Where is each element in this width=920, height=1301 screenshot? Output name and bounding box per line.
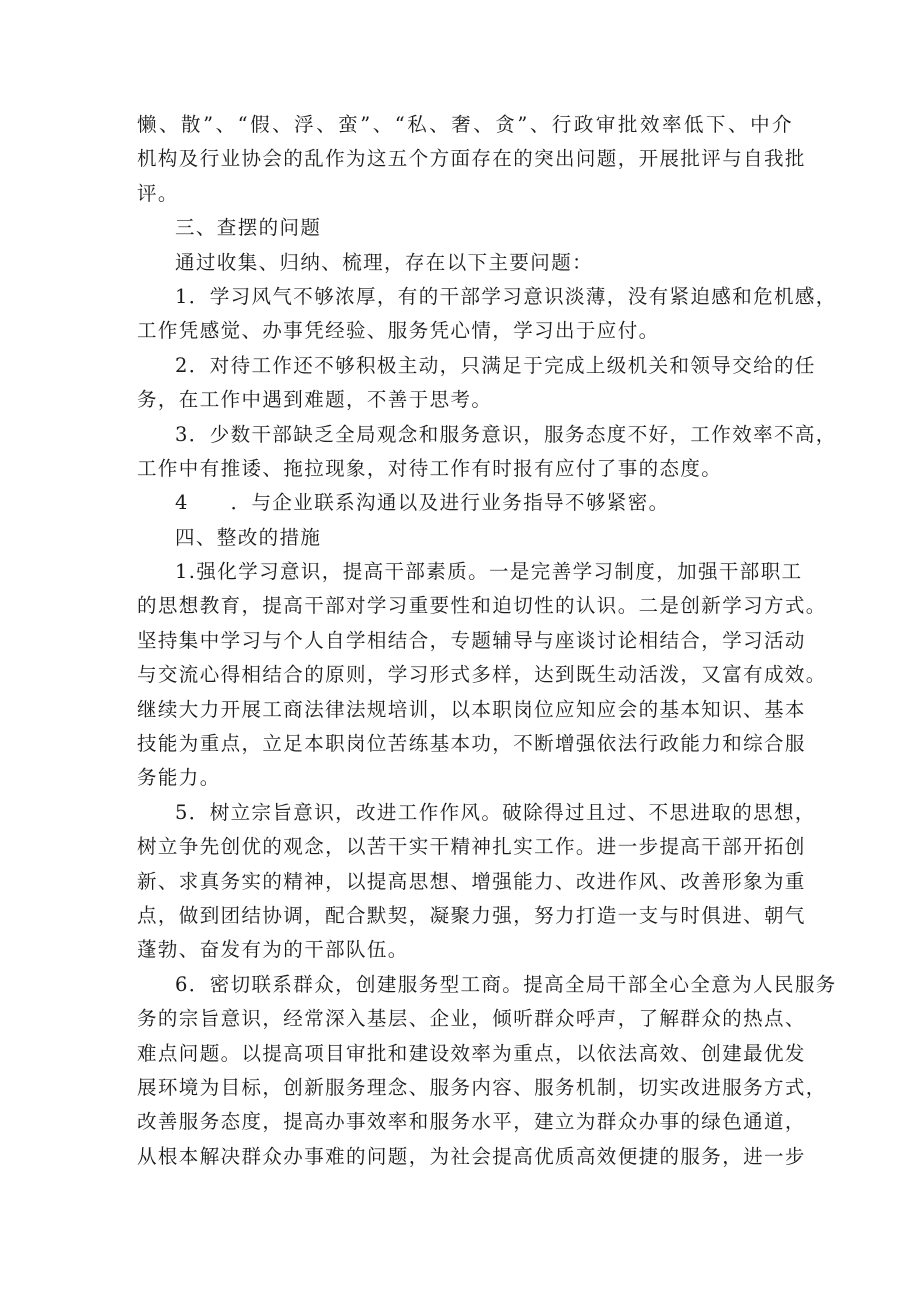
- text-line: 的思想教育，提高干部对学习重要性和迫切性的认识。二是创新学习方式。: [137, 594, 827, 618]
- section-heading: 四、整改的措施: [175, 525, 322, 549]
- text-line: 机构及行业协会的乱作为这五个方面存在的突出问题，开展批评与自我批: [137, 147, 806, 171]
- text-line: 从根本解决群众办事难的问题，为社会提高优质高效便捷的服务，进一步: [137, 1144, 806, 1168]
- list-item-line: 5．树立宗旨意识，改进工作作风。破除得过且过、不思进取的思想，: [175, 800, 816, 824]
- document-body: [137, 108, 837, 1174]
- text-line: 点，做到团结协调，配合默契，凝聚力强，努力打造一支与时俱进、朝气: [137, 903, 806, 927]
- list-item-line: 2．对待工作还不够积极主动，只满足于完成上级机关和领导交给的任: [175, 353, 816, 377]
- text-line: 树立争先创优的观念，以苦干实干精神扎实工作。进一步提高干部开拓创: [137, 835, 806, 859]
- text-line: 技能为重点，立足本职岗位苦练基本功，不断增强依法行政能力和综合服: [137, 732, 806, 756]
- text-line: 继续大力开展工商法律法规培训，以本职岗位应知应会的基本知识、基本: [137, 697, 806, 721]
- text-line: 蓬勃、奋发有为的干部队伍。: [137, 938, 409, 962]
- text-line: 工作中有推诿、拖拉现象，对待工作有时报有应付了事的态度。: [137, 456, 723, 480]
- text-line: 与交流心得相结合的原则，学习形式多样，达到既生动活泼，又富有成效。: [137, 663, 827, 687]
- text-line: 务的宗旨意识，经常深入基层、企业，倾听群众呼声，了解群众的热点、: [137, 1007, 806, 1031]
- section-heading: 三、查摆的问题: [175, 216, 322, 240]
- text-line: 难点问题。以提高项目审批和建设效率为重点，以依法高效、创建最优发: [137, 1041, 806, 1065]
- text-line: 新、求真务实的精神，以提高思想、增强能力、改进作风、改善形象为重: [137, 869, 806, 893]
- text-line: 懒、散”、“假、浮、蛮”、“私、奢、贪”、行政审批效率低下、中介: [137, 113, 793, 136]
- text-line: 改善服务态度，提高办事效率和服务水平，建立为群众办事的绿色通道，: [137, 1110, 806, 1134]
- text-line: 务能力。: [137, 766, 221, 790]
- list-item-line: 3．少数干部缺乏全局观念和服务意识，服务态度不好，工作效率不高，: [175, 422, 837, 446]
- text-line: 展环境为目标，创新服务理念、服务内容、服务机制，切实改进服务方式，: [137, 1075, 827, 1099]
- text-line: 评。: [137, 181, 179, 205]
- list-item-line: 6．密切联系群众，创建服务型工商。提高全局干部全心全意为人民服务: [175, 972, 837, 996]
- list-item-line: 1．学习风气不够浓厚，有的干部学习意识淡薄，没有紧迫感和危机感，: [175, 284, 837, 308]
- text-line: 务，在工作中遇到难题，不善于思考。: [137, 388, 493, 412]
- text-line: 坚持集中学习与个人自学相结合，专题辅导与座谈讨论相结合，学习活动: [137, 628, 806, 652]
- text-line: 通过收集、归纳、梳理，存在以下主要问题：: [175, 250, 594, 274]
- list-item-line: 4 ．与企业联系沟通以及进行业务指导不够紧密。: [175, 491, 670, 515]
- text-line: 工作凭感觉、办事凭经验、服务凭心情，学习出于应付。: [137, 319, 660, 343]
- list-item-line: 1.强化学习意识，提高干部素质。一是完善学习制度，加强干部职工: [175, 560, 803, 584]
